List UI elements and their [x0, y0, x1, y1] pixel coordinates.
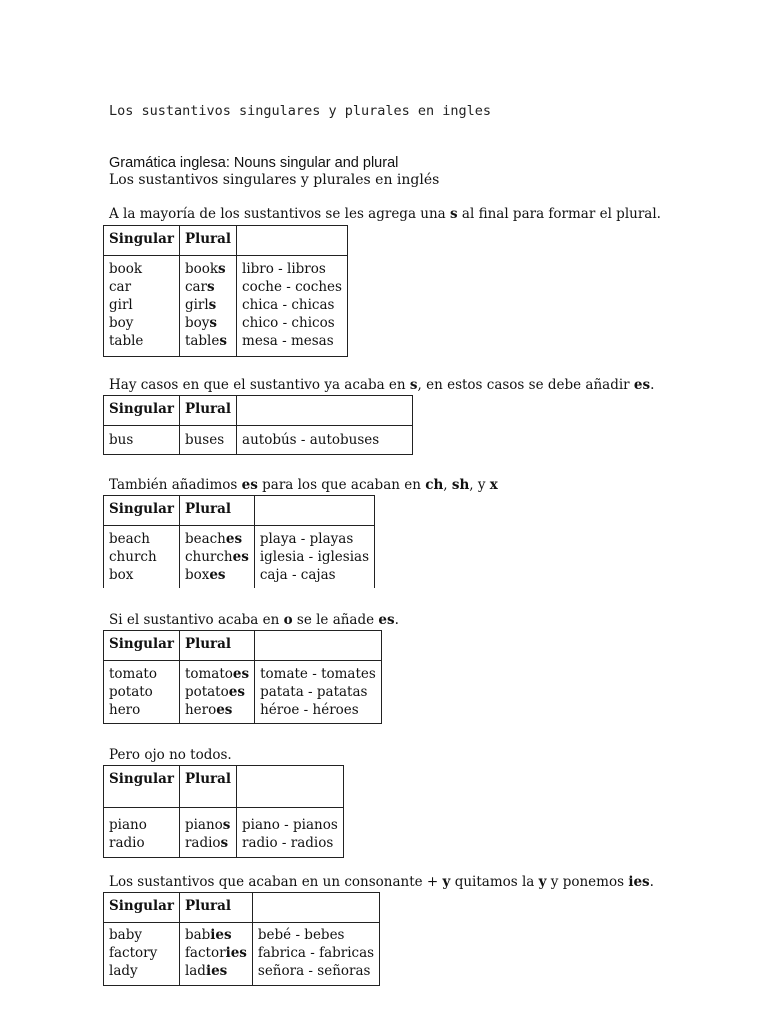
plural-word: potatoes: [184, 684, 245, 700]
header-plural: Plural: [179, 766, 236, 808]
plural-word: cars: [184, 279, 215, 295]
singular-word: boy: [109, 315, 134, 331]
translation: coche - coches: [242, 279, 342, 295]
singular-word: piano: [109, 817, 147, 833]
singular-column: [104, 426, 180, 455]
header-translation: [237, 766, 344, 808]
section-6-intro: Los sustantivos que acaban en un consonante + y quitamos la y y ponemos ies.: [109, 874, 654, 890]
header-singular: Singular: [104, 496, 180, 526]
translation-column: [237, 256, 348, 357]
plural-column: [179, 426, 236, 455]
header-translation: [237, 396, 413, 426]
translation: tomate - tomates: [260, 666, 376, 682]
singular-word: hero: [109, 702, 141, 718]
header-plural: Plural: [179, 496, 254, 526]
header-plural: Plural: [179, 226, 236, 256]
singular-column: [104, 661, 180, 724]
translation: piano - pianos: [242, 817, 338, 833]
singular-word: bus: [109, 432, 134, 448]
plural-word: pianos: [184, 817, 231, 833]
header-translation: [252, 893, 379, 923]
singular-word: car: [109, 279, 132, 295]
plural-word: heroes: [184, 702, 233, 718]
singular-word: tomato: [109, 666, 157, 682]
translation: caja - cajas: [259, 567, 336, 583]
plural-word: churches: [184, 549, 249, 565]
doc-title: Gramática inglesa: Nouns singular and plural: [109, 155, 399, 171]
translation: iglesia - iglesias: [259, 549, 370, 565]
table-o-ending: [103, 630, 382, 724]
singular-column: [104, 526, 180, 589]
header-translation: [254, 496, 374, 526]
translation-column: [237, 426, 413, 455]
translation: patata - patatas: [260, 684, 368, 700]
plural-word: tables: [184, 333, 227, 349]
table-regular-plural: [103, 225, 348, 357]
plural-column: [179, 256, 236, 357]
header-translation: [255, 631, 382, 661]
section-1-intro: A la mayoría de los sustantivos se les agrega una s al final para formar el plural.: [109, 206, 661, 222]
plural-word: babies: [184, 927, 232, 943]
header-plural: Plural: [179, 893, 252, 923]
singular-word: baby: [109, 927, 142, 943]
plural-word: books: [184, 261, 226, 277]
translation-column: [254, 526, 374, 589]
plural-column: [179, 661, 254, 724]
table-y-ending: [103, 892, 380, 986]
singular-word: factory: [109, 945, 158, 961]
translation: chica - chicas: [242, 297, 335, 313]
translation: autobús - autobuses: [242, 432, 380, 448]
plural-column: [179, 808, 236, 858]
singular-word: lady: [109, 963, 138, 979]
translation: chico - chicos: [242, 315, 335, 331]
section-2-intro: Hay casos en que el sustantivo ya acaba en s, en estos casos se debe añadir es.: [109, 377, 655, 393]
translation-column: [255, 661, 382, 724]
translation: fabrica - fabricas: [257, 945, 375, 961]
plural-word: beaches: [184, 531, 243, 547]
header-plural: Plural: [179, 396, 236, 426]
table-s-ending: [103, 395, 413, 455]
plural-word: ladies: [184, 963, 228, 979]
header-singular: Singular: [104, 766, 180, 808]
section-5-intro: Pero ojo no todos.: [109, 747, 232, 763]
plural-word: factories: [184, 945, 247, 961]
singular-word: radio: [109, 835, 145, 851]
singular-word: box: [109, 567, 134, 583]
singular-word: girl: [109, 297, 133, 313]
table-o-exceptions: [103, 765, 344, 858]
translation: libro - libros: [242, 261, 326, 277]
plural-column: [179, 526, 254, 589]
plural-word: buses: [184, 432, 225, 448]
section-4-intro: Si el sustantivo acaba en o se le añade es.: [109, 612, 399, 628]
singular-word: church: [109, 549, 157, 565]
header-singular: Singular: [104, 893, 180, 923]
plural-column: [179, 923, 252, 986]
singular-word: beach: [109, 531, 150, 547]
header-singular: Singular: [104, 631, 180, 661]
translation-column: [237, 808, 344, 858]
translation: héroe - héroes: [260, 702, 359, 718]
translation: playa - playas: [259, 531, 354, 547]
plural-word: boxes: [184, 567, 226, 583]
translation: señora - señoras: [257, 963, 371, 979]
section-3-intro: También añadimos es para los que acaban en ch, sh, y x: [109, 477, 498, 493]
singular-column: [104, 923, 180, 986]
header-translation: [237, 226, 348, 256]
doc-subtitle: Los sustantivos singulares y plurales en inglés: [109, 172, 440, 188]
page-header: Los sustantivos singulares y plurales en ingles: [109, 103, 492, 119]
singular-word: book: [109, 261, 143, 277]
translation: bebé - bebes: [257, 927, 345, 943]
plural-word: boys: [184, 315, 217, 331]
singular-column: [104, 256, 180, 357]
singular-word: potato: [109, 684, 153, 700]
header-plural: Plural: [179, 631, 254, 661]
translation: radio - radios: [242, 835, 334, 851]
translation-column: [252, 923, 379, 986]
header-singular: Singular: [104, 396, 180, 426]
plural-word: tomatoes: [184, 666, 250, 682]
singular-word: table: [109, 333, 144, 349]
translation: mesa - mesas: [242, 333, 334, 349]
singular-column: [104, 808, 180, 858]
plural-word: radios: [184, 835, 229, 851]
header-singular: Singular: [104, 226, 180, 256]
table-ch-sh-x: [103, 495, 375, 588]
plural-word: girls: [184, 297, 217, 313]
